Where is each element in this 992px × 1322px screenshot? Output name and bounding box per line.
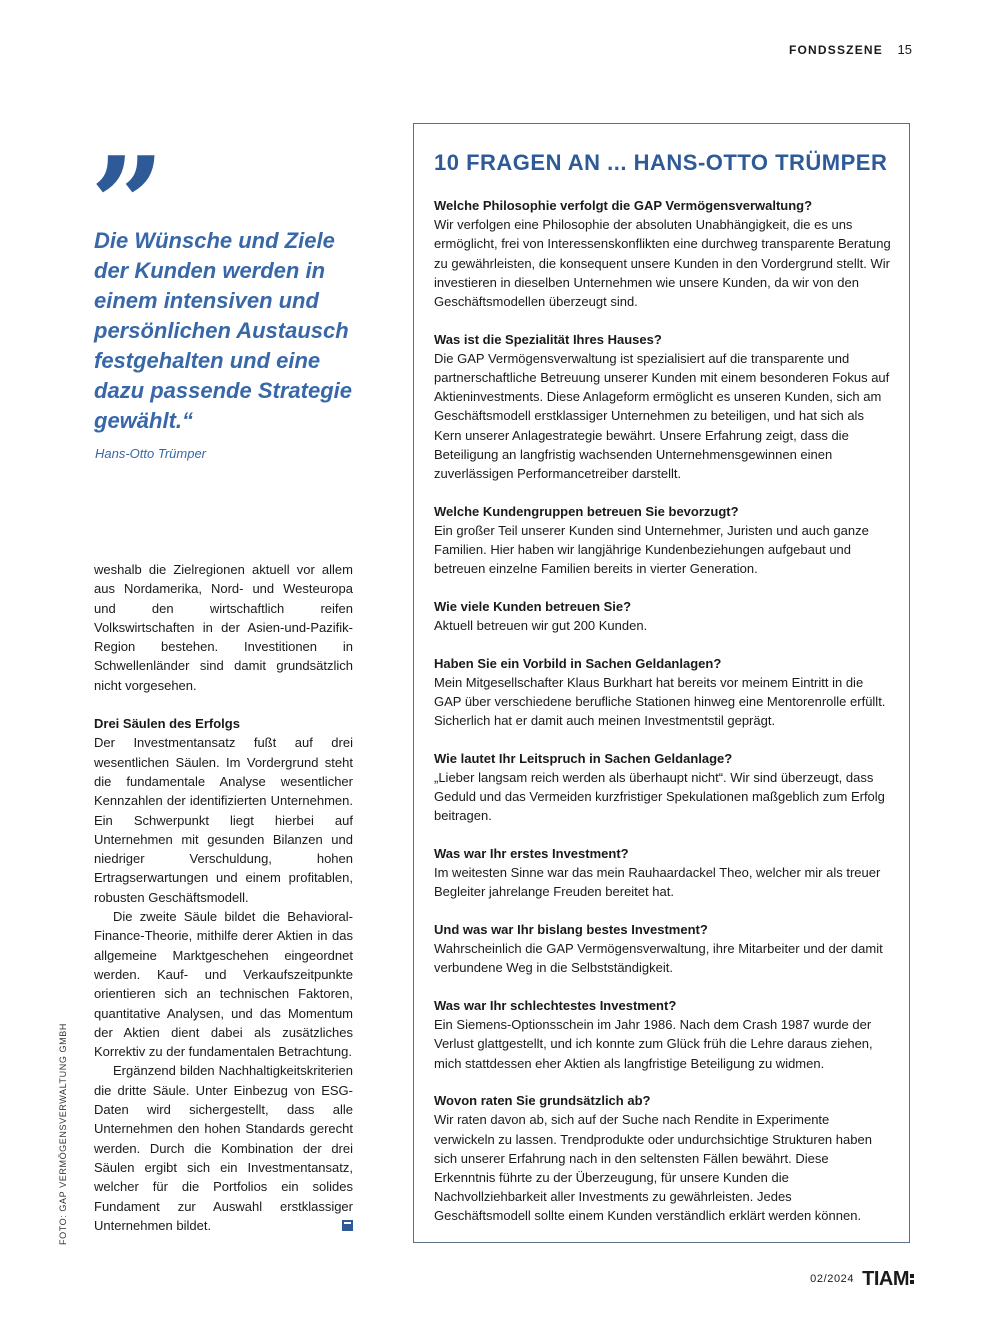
question: Was ist die Spezialität Ihres Hauses? (434, 331, 662, 347)
answer: „Lieber langsam reich werden als überhaupt nicht“. Wir sind überzeugt, dass Geduld und das Vermeiden kurzfristiger Spekulationen maßgeblich zum Erfolg beitragen. (434, 770, 885, 824)
question: Was war Ihr schlechtestes Investment? (434, 998, 677, 1014)
qa-item (434, 749, 892, 826)
qa-item (434, 196, 892, 311)
answer: Die GAP Vermögensverwaltung ist spezialisiert auf die transparente und partnerschaftliche Betreuung unserer Kunden mit einem besonderen Fokus auf Aktieninvestments. Diese Anlageform ermöglicht es unseren Kunden, sich am Geschäftsmodell erstklassiger Unternehmen zu beteiligen, und hat sich als Kern unserer Anlagestrategie bewährt. Unsere Erfahrung zeigt, dass die Beteiligung an langfristig wachsenden Unternehmensgewinnen einen zuverlässigen Performancetreiber darstellt. (434, 350, 890, 482)
question: Welche Philosophie verfolgt die GAP Vermögensverwaltung? (434, 198, 813, 213)
qa-item (434, 597, 892, 635)
answer: Aktuell betreuen wir gut 200 Kunden. (434, 618, 648, 634)
interview-title: 10 FRAGEN AN ... HANS-OTTO TRÜMPER (434, 150, 888, 175)
body-paragraph: Die zweite Säule bildet die Behavioral-Finance-Theorie, mithilfe derer Aktien in das allgemeine Marktgeschehen eingeordnet werden. Kauf- und Verkaufszeitpunkte orientieren sich an technischen Faktoren, quantitative Analysen, und das Momentum der Aktien dient dabei als zusätzliches Korrektiv zu der fundamentalen Betrachtung. (94, 909, 353, 1060)
question: Wie viele Kunden betreuen Sie? (434, 598, 632, 614)
qa-item (434, 330, 892, 484)
question: Und was war Ihr bislang bestes Investment? (434, 922, 708, 938)
page-number: 15 (897, 42, 912, 57)
article-body (94, 560, 353, 1235)
answer: Mein Mitgesellschafter Klaus Burkhart hat bereits vor meinem Eintritt in die GAP über verschiedene berufliche Stationen hinweg eine Mentorenrolle erfüllt. Sicherlich hat er damit auch meinen Investmentstil geprägt. (434, 674, 886, 729)
quote-author: Hans-Otto Trümper (95, 446, 207, 461)
qa-item (434, 920, 892, 978)
body-paragraph-text: Ergänzend bilden Nachhaltigkeitskriterien die dritte Säule. Unter Einbezug von ESG-Daten wird sichergestellt, dass alle Unternehmen den hohen Standards gerecht werden. Durch die Kombination der drei Säulen ergibt sich ein Investmentansatz, welcher für die Portfolios ein solides Fundament zur Auswahl erstklassiger Unternehmen bildet. (94, 1063, 353, 1233)
section-heading: Drei Säulen des Erfolgs (94, 716, 240, 732)
body-paragraph (94, 1061, 353, 1235)
answer: Wahrscheinlich die GAP Vermögensverwaltung, ihre Mitarbeiter und der damit verbundene Weg in die Selbstständigkeit. (434, 941, 883, 976)
answer: Ein Siemens-Optionsschein im Jahr 1986. Nach dem Crash 1987 wurde der Verlust glattgestellt, und ich konnte zum Glück früh die Lehre daraus ziehen, mich stattdessen eher Aktien als langfristige Beteiligung zu widmen. (434, 1017, 873, 1071)
answer: Ein großer Teil unserer Kunden sind Unternehmer, Juristen und auch ganze Familien. Hier haben wir langjährige Kundenbeziehungen aufgebaut und betreuen einzelne Familien bereits in vierter Generation. (434, 522, 869, 577)
interview-box (413, 123, 910, 1243)
section-label: FONDSSZENE (788, 43, 883, 57)
qa-item (434, 502, 892, 579)
pull-quote: Die Wünsche und Ziele der Kunden werden in einem intensiven und persönlichen Austausch festgehalten und eine dazu passende Strategie gewählt.“ (94, 228, 352, 433)
answer: Im weitesten Sinne war das mein Rauhaardackel Theo, welcher mir als treuer Begleiter jahrelange Freuden bereitet hat. (434, 865, 881, 900)
qa-item (434, 1091, 892, 1225)
logo-text: TIAM (862, 1268, 909, 1290)
page-footer (810, 1269, 914, 1289)
body-paragraph: weshalb die Zielregionen aktuell vor allem aus Nordamerika, Nord- und Westeuropa und den wirtschaftlich reifen Volkswirtschaften in der Asien-und-Pazifik-Region bestehen. Investitionen in Schwellenländer sind damit grundsätzlich nicht vorgesehen. (94, 562, 353, 693)
photo-credit: FOTO: GAP VERMÖGENSVERWALTUNG GMBH (58, 1023, 68, 1245)
qa-item (434, 844, 892, 902)
answer: Wir raten davon ab, sich auf der Suche nach Rendite in Experimente verwickeln zu lassen. Trendprodukte oder undurchsichtige Strukturen haben sich unserer Erfahrung nach in den seltensten Fällen bewährt. Diese Erkenntnis führte zu der Überzeugung, für unsere Kunden die Nachvollziehbarkeit aller Investments zu gewährleisten. Jedes Geschäftsmodell sollte einem Kunden verständlich erklärt werden können. (434, 1112, 872, 1224)
question: Wovon raten Sie grundsätzlich ab? (434, 1093, 651, 1109)
question: Wie lautet Ihr Leitspruch in Sachen Geldanlage? (434, 750, 733, 766)
article-end-icon (342, 1220, 353, 1231)
answer: Wir verfolgen eine Philosophie der absoluten Unabhängigkeit, die es uns ermöglicht, frei von Interessenskonflikten eine durchweg transparente Beratung zu gewährleisten, die konsequent unsere Kunden in den Vordergrund stellt. Wir investieren in dieselben Unternehmen wie unsere Kunden, da wir von den Geschäftsmodellen überzeugt sind. (434, 217, 891, 310)
logo-dots-icon (910, 1273, 914, 1285)
page-header (789, 42, 912, 57)
qa-item (434, 996, 892, 1073)
magazine-logo (862, 1269, 914, 1289)
qa-item (434, 654, 892, 731)
body-paragraph: Der Investmentansatz fußt auf drei wesentlichen Säulen. Im Vordergrund steht die fundamentale Analyse wesentlicher Kennzahlen der identifizierten Unternehmen. Ein Schwerpunkt liegt hierbei auf Unternehmen mit gesunden Bilanzen und niedriger Verschuldung, hohen Ertragserwartungen und einem profitablen, robusten Geschäftsmodell. (94, 735, 353, 905)
quote-mark-icon: ” (90, 128, 165, 281)
question: Haben Sie ein Vorbild in Sachen Geldanlagen? (434, 655, 722, 671)
question: Welche Kundengruppen betreuen Sie bevorzugt? (434, 503, 739, 519)
qa-list (434, 196, 892, 1244)
question: Was war Ihr erstes Investment? (434, 846, 629, 862)
issue-number: 02/2024 (810, 1273, 855, 1285)
